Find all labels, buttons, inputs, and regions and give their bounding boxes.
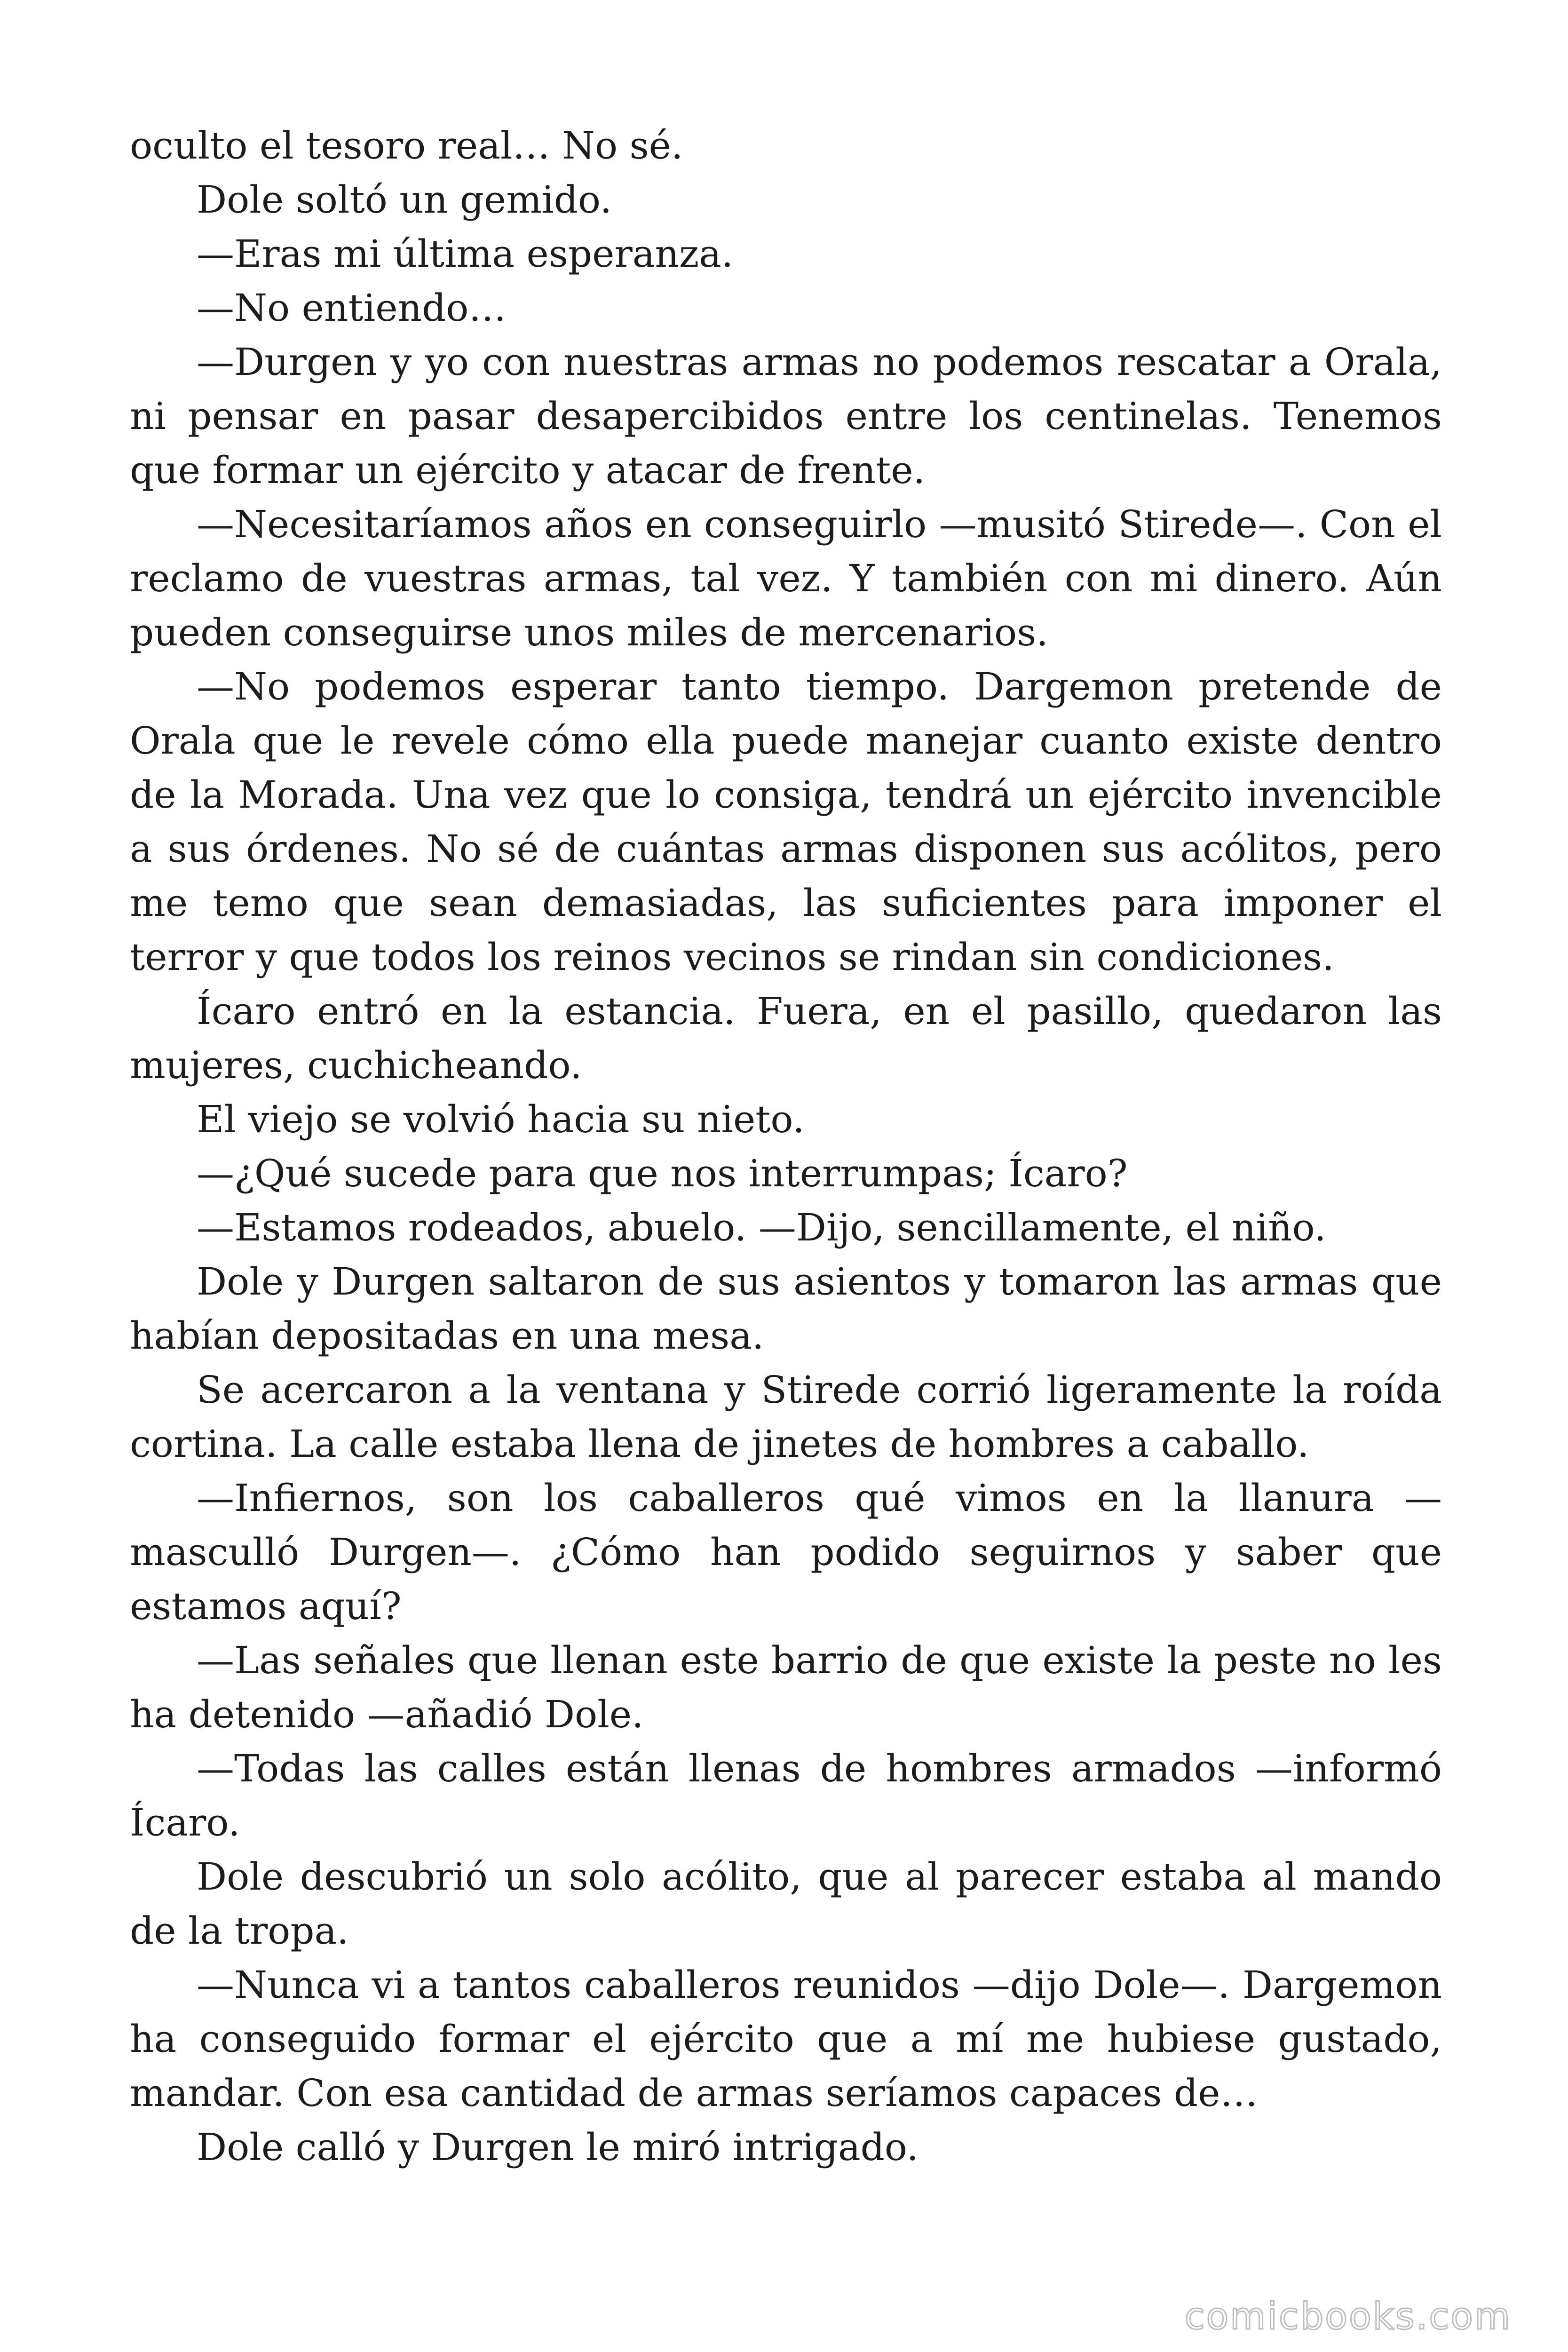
paragraph: —Infiernos, son los caballeros qué vimos en la llanura — masculló Durgen—. ¿Cómo han podido seguirnos y saber que estamos aquí? (130, 1476, 1442, 1628)
paragraph: —¿Qué sucede para que nos interrumpas; Ícaro? (197, 1152, 1128, 1195)
watermark: comicbooks.com (1184, 2296, 1512, 2338)
paragraph: Se acercaron a la ventana y Stirede corrió ligeramente la roída cortina. La calle estaba llena de jinetes de hombres a caballo. (130, 1368, 1442, 1466)
paragraph: Dole descubrió un solo acólito, que al parecer estaba al mando de la tropa. (130, 1855, 1442, 1953)
paragraph: Dole soltó un gemido. (197, 178, 612, 222)
paragraph: oculto el tesoro real… No sé. (130, 124, 683, 167)
paragraph: —No entiendo… (197, 286, 507, 330)
paragraph: El viejo se volvió hacia su nieto. (197, 1097, 805, 1141)
paragraph: —Nunca vi a tantos caballeros reunidos —dijo Dole—. Dargemon ha conseguido formar el ejército que a mí me hubiese gustado, mandar. Con esa cantidad de armas seríamos capaces de… (130, 1963, 1442, 2115)
paragraph: —Las señales que llenan este barrio de que existe la peste no les ha detenido —añadió Dole. (130, 1638, 1442, 1736)
paragraph: —Durgen y yo con nuestras armas no podemos rescatar a Orala, ni pensar en pasar desapercibidos entre los centinelas. Tenemos que formar un ejército y atacar de frente. (130, 340, 1442, 492)
paragraph: —Estamos rodeados, abuelo. —Dijo, sencillamente, el niño. (197, 1206, 1326, 1249)
paragraph: Dole calló y Durgen le miró intrigado. (197, 2125, 919, 2169)
page-body-text (130, 119, 1442, 2174)
paragraph: —Todas las calles están llenas de hombres armados —informó Ícaro. (130, 1747, 1442, 1844)
paragraph: —Eras mi última esperanza. (197, 232, 734, 276)
paragraph: Dole y Durgen saltaron de sus asientos y tomaron las armas que habían depositadas en una mesa. (130, 1260, 1442, 1358)
paragraph: Ícaro entró en la estancia. Fuera, en el pasillo, quedaron las mujeres, cuchicheando. (130, 989, 1442, 1087)
paragraph: —No podemos esperar tanto tiempo. Dargemon pretende de Orala que le revele cómo ella puede manejar cuanto existe dentro de la Morada. Una vez que lo consiga, tendrá un ejército invencible a sus órdenes. No sé de cuántas armas disponen sus acólitos, pero me temo que sean demasiadas, las suficientes para imponer el terror y que todos los reinos vecinos se rindan sin condiciones. (130, 665, 1442, 979)
paragraph: —Necesitaríamos años en conseguirlo —musitó Stirede—. Con el reclamo de vuestras armas, tal vez. Y también con mi dinero. Aún pueden conseguirse unos miles de mercenarios. (130, 502, 1442, 654)
